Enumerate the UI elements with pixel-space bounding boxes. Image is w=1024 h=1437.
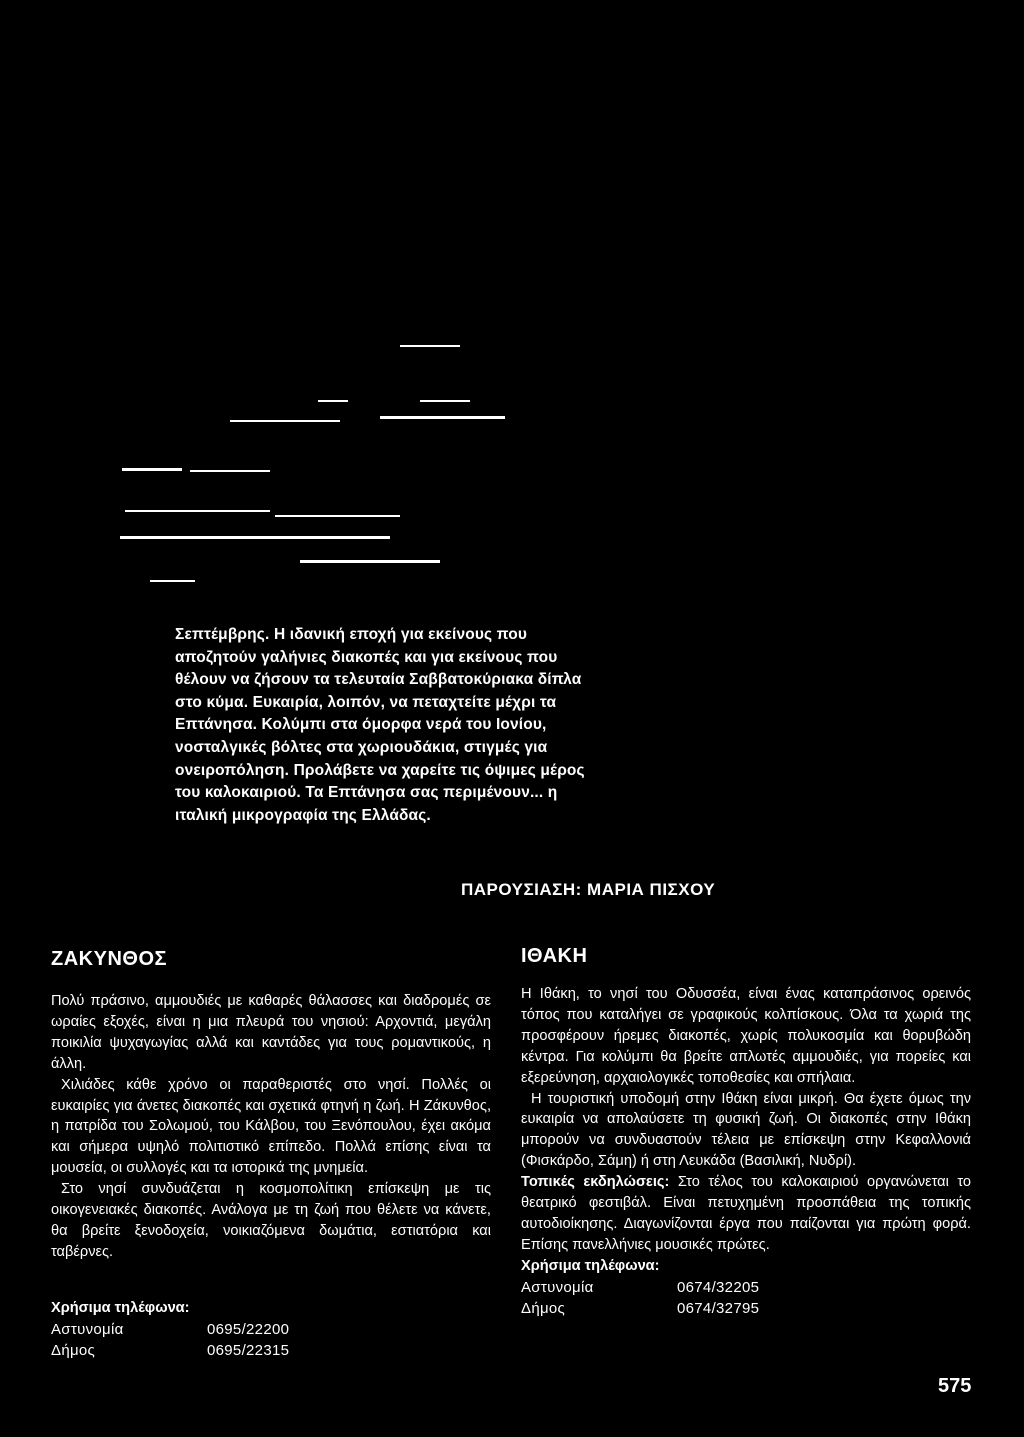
ithaki-phones-title: Χρήσιμα τηλέφωνα: xyxy=(521,1257,660,1274)
phone-row xyxy=(521,1298,971,1319)
phone-number: 0674/32795 xyxy=(677,1299,760,1317)
phone-row xyxy=(521,1277,971,1298)
zakynthos-paragraph-3: Στο νησί συνδυάζεται η κοσμοπολίτικη επίσκεψη με τις οικογενειακές διακοπές. Ανάλογα με τη ζωή που θέλετε να κάνετε, θα βρείτε ξενοδοχεία, νοικιαζόμενα δωμάτια, εστιατόρια και ταβέρνες. xyxy=(51,1181,491,1260)
photo-streak xyxy=(150,580,195,582)
photo-streak xyxy=(122,468,182,471)
phone-number: 0695/22315 xyxy=(207,1341,290,1359)
zakynthos-phones xyxy=(51,1298,289,1361)
phone-row xyxy=(51,1319,289,1340)
photo-streak xyxy=(420,400,470,402)
ithaki-paragraph-2: Η τουριστική υποδομή στην Ιθάκη είναι μικρή. Θα έχετε όμως την ευκαιρία να απολαύσετε τη φυσική ζωή. Οι διακοπές στην Ιθάκη μπορούν να συνδυαστούν τέλεια με επίσκεψη στην Κεφαλλονιά (Φισκάρδο, Σάμη) ή στη Λευκάδα (Βασιλική, Νυδρί). xyxy=(521,1090,971,1170)
phone-label: Δήμος xyxy=(51,1341,96,1359)
intro-text: Η ιδανική εποχή για εκείνους που αποζητούν γαλήνιες διακοπές και για εκείνους που θέλουν να ζήσουν τα τελευταία Σαββατοκύριακα δίπλα στο κύμα. Ευκαιρία, λοιπόν, να πεταχτείτε μέχρι τα Επτάνησα. Κολύμπι στα όμορφα νερά του Ιονίου, νοσταλγικές βόλτες στα χωριουδάκια, στιγμές για ονειροπόληση. Προλάβετε να χαρείτε τις όψιμες μέρος του καλοκαιριού. Τα Επτάνησα σας περιμένουν... η ιταλική μικρογραφία της Ελλάδας. xyxy=(175,626,585,824)
ithaki-column xyxy=(521,945,971,1319)
zakynthos-title: ΖΑΚΥΝΘΟΣ xyxy=(51,948,168,970)
presenter-credit: ΠΑΡΟΥΣΙΑΣΗ: ΜΑΡΙΑ ΠΙΣΧΟΥ xyxy=(461,880,716,899)
photo-streak xyxy=(275,515,400,517)
photo-streak xyxy=(125,510,270,512)
photo-streak xyxy=(400,345,460,347)
zakynthos-column xyxy=(51,948,491,1263)
page-number: 575 xyxy=(938,1375,972,1397)
photo-streak xyxy=(190,470,270,472)
photo-streak xyxy=(300,560,440,563)
zakynthos-phones-title: Χρήσιμα τηλέφωνα: xyxy=(51,1300,190,1316)
photo-streak xyxy=(380,416,505,419)
photo-streak xyxy=(230,420,340,422)
ithaki-paragraph-1: Η Ιθάκη, το νησί του Οδυσσέα, είναι ένας καταπράσινος ορεινός τόπος που καταλήγει σε γραφικούς κολπίσκους. Όλα τα χωριά της προσφέρουν ήρεμες διακοπές, χωρίς πολυκοσμία και θορυβώδη κέντρα. Για κολύμπι θα βρείτε απλωτές αμμουδιές, για πορείες και εξερεύνηση, αρχαιολογικές τοποθεσίες και σπήλαια. xyxy=(521,986,971,1086)
zakynthos-paragraph-1: Πολύ πράσινο, αμμουδιές με καθαρές θάλασσες και διαδρομές σε ωραίες εξοχές, είναι η μια πλευρά του νησιού: Αρχοντιά, μεγάλη ποικιλία ψυχαγωγίας αλλά και καντάδες για τους ρομαντικούς, η άλλη. xyxy=(51,993,491,1072)
phone-label: Αστυνομία xyxy=(51,1320,124,1338)
intro-lead: Σεπτέμβρης. xyxy=(175,626,270,643)
phone-label: Δήμος xyxy=(521,1299,566,1317)
photo-streak xyxy=(318,400,348,402)
ithaki-title: ΙΘΑΚΗ xyxy=(521,945,588,967)
zakynthos-paragraph-2: Χιλιάδες κάθε χρόνο οι παραθεριστές στο νησί. Πολλές οι ευκαιρίες για άνετες διακοπές και σχετικά φτηνή η ζωή. Η Ζάκυνθος, η πατρίδα του Σολωμού, του Κάλβου, του Ξενόπουλου, έχει ακόμα και σήμερα υψηλό πολιτιστικό επίπεδο. Πολλά επίσης είναι τα μουσεία, οι συλλογές και τα ιστορικά της μνημεία. xyxy=(51,1076,491,1177)
photo-area xyxy=(0,0,1024,620)
photo-streak xyxy=(120,536,390,539)
ithaki-events-text: Στο τέλος του καλοκαιριού οργανώνεται το θεατρικό φεστιβάλ. Είναι πετυχημένη προσπάθεια της τοπικής αυτοδιοίκησης. Διαγωνίζονται έργα που παίζονται για πρώτη φορά. Επίσης πανελλήνιες μουσικές πρώτες. xyxy=(521,1174,971,1253)
phone-number: 0674/32205 xyxy=(677,1278,760,1296)
ithaki-events-label: Τοπικές εκδηλώσεις: xyxy=(521,1174,670,1191)
phone-number: 0695/22200 xyxy=(207,1320,290,1338)
phone-row xyxy=(51,1340,289,1361)
ithaki-events xyxy=(521,1172,971,1256)
intro-paragraph xyxy=(175,624,600,827)
phone-label: Αστυνομία xyxy=(521,1278,594,1296)
